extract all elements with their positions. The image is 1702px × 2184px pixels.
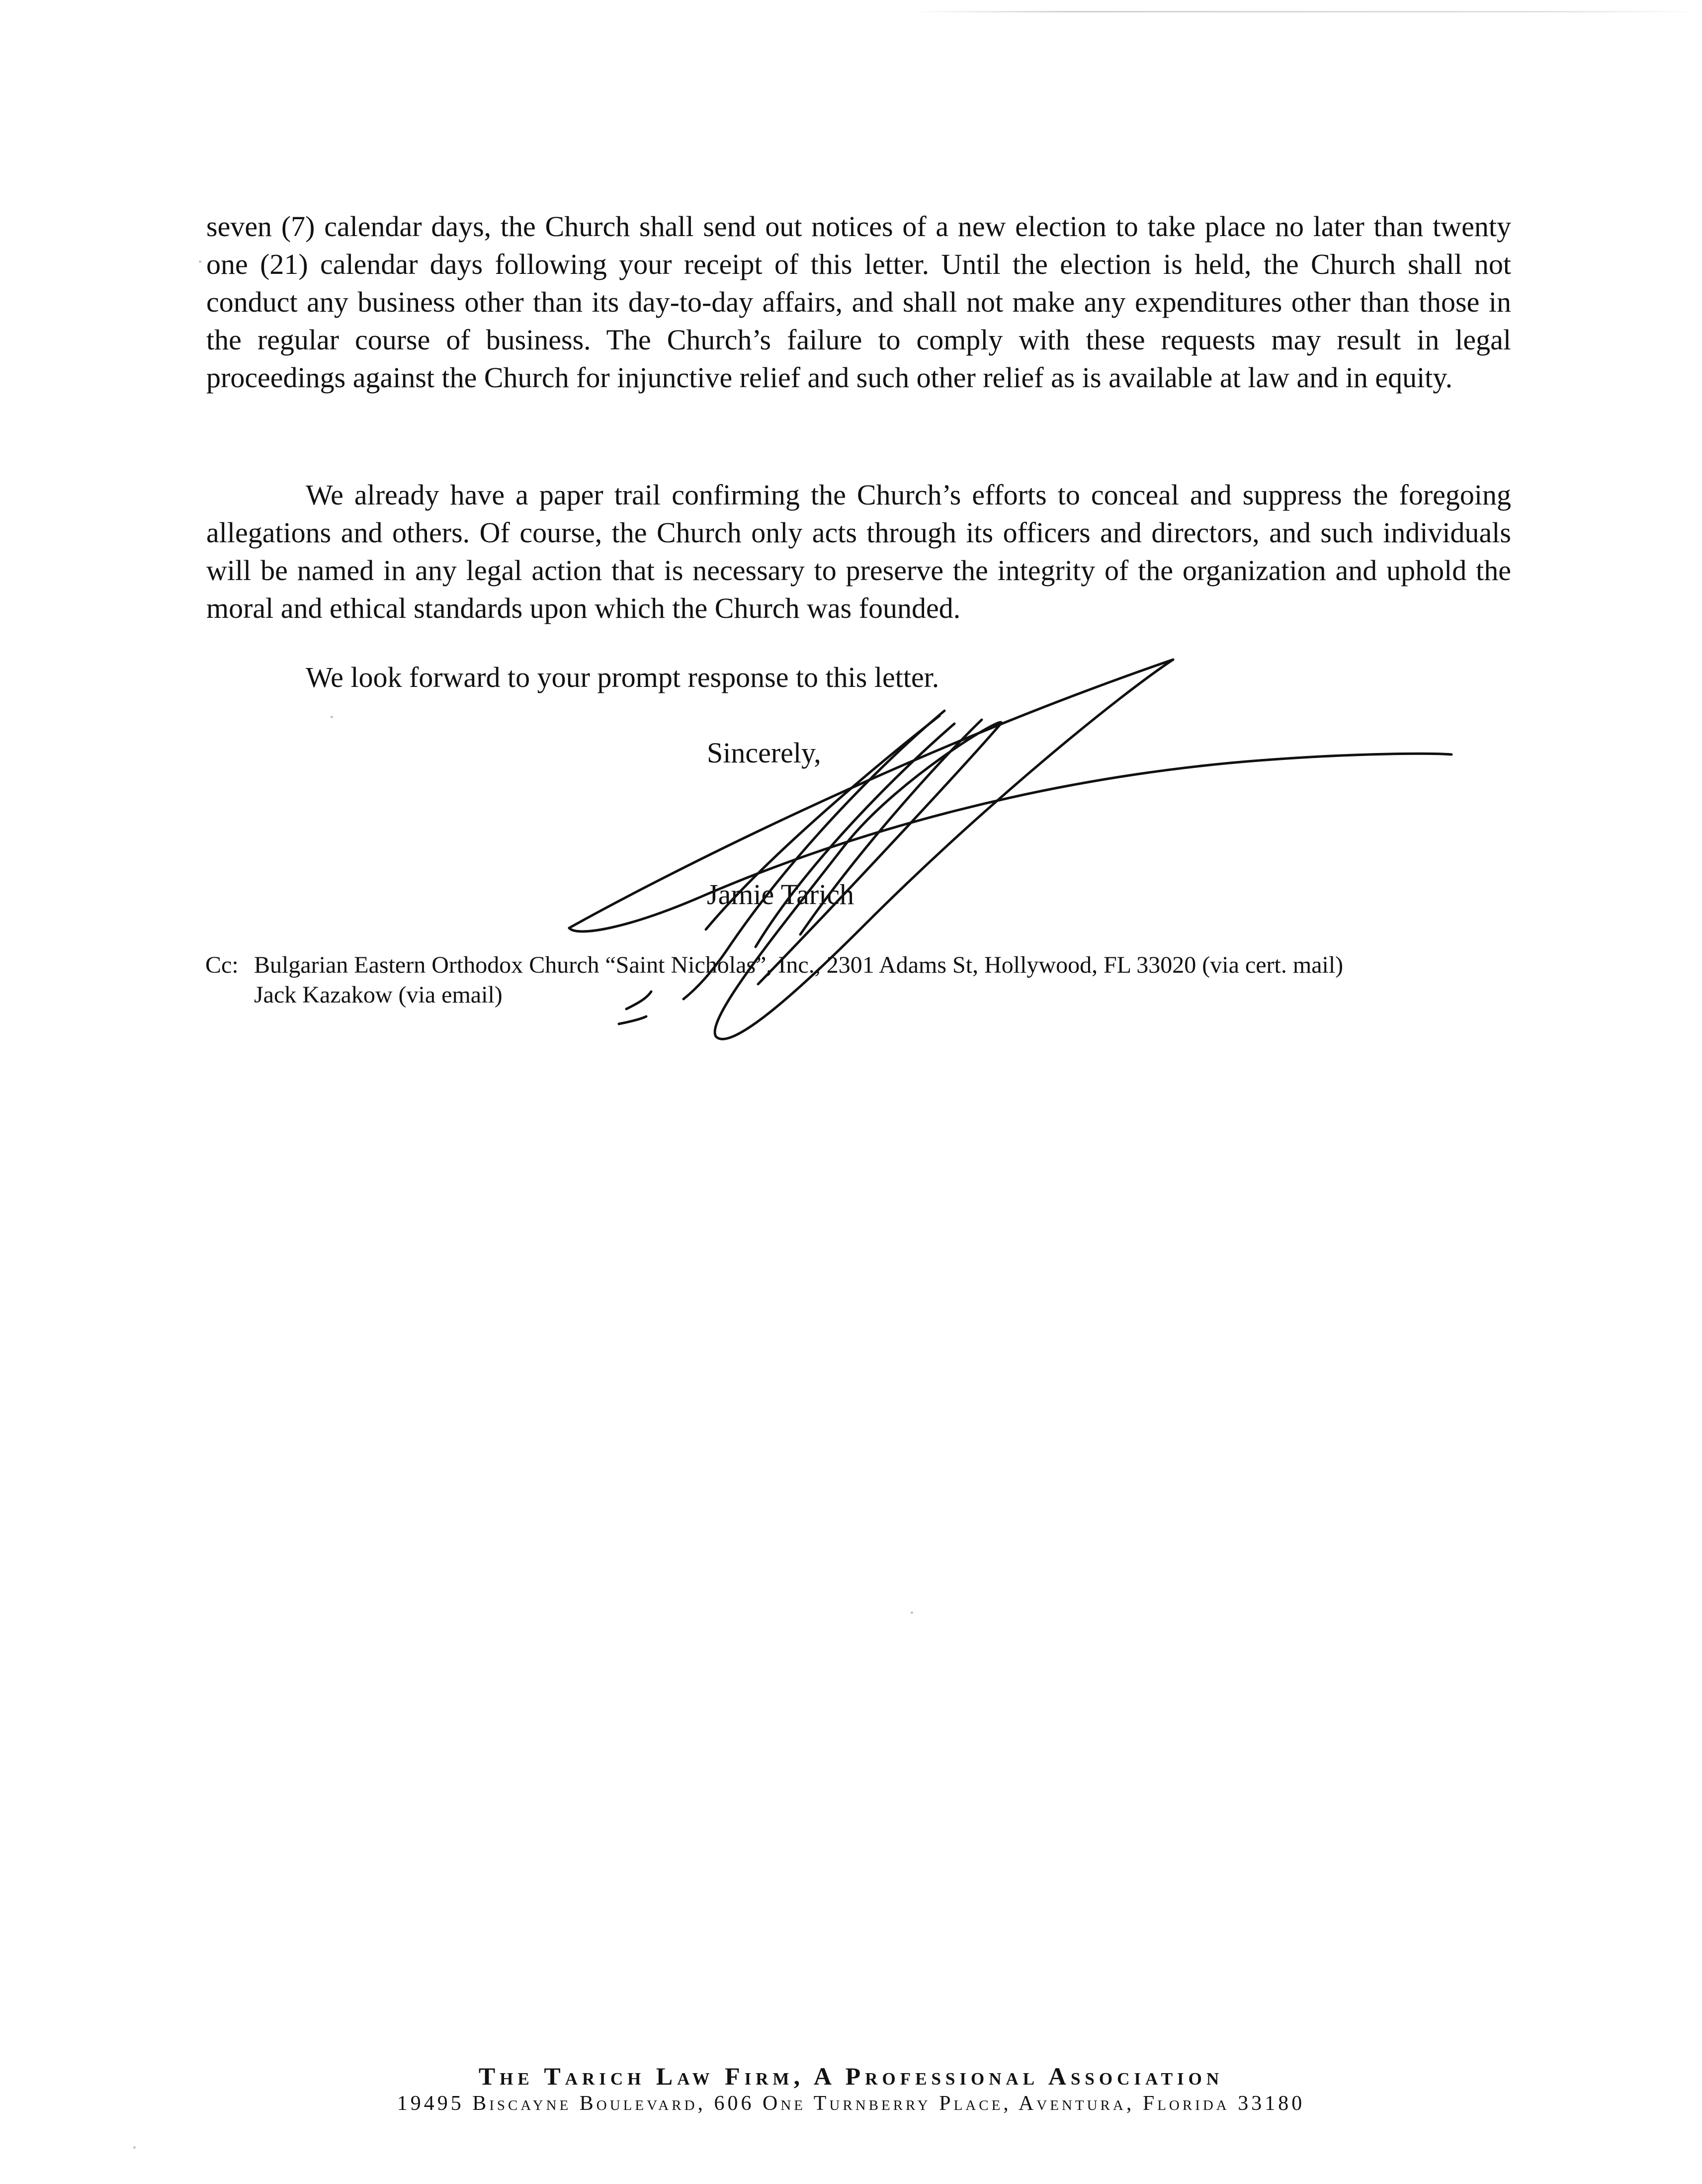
cc-block	[205, 950, 1343, 1010]
body-paragraph-1: seven (7) calendar days, the Church shall send out notices of a new election to take place no later than twenty one (21) calendar days following your receipt of this letter. Until the election is held, the Church shall not conduct any business other than its day-to-day affairs, and shall not make any expenditures other than those in the regular course of business. The Church’s failure to comply with these requests may result in legal proceedings against the Church for injunctive relief and such other relief as is available at law and in equity.	[206, 210, 1511, 394]
cc-row-1	[205, 950, 1343, 980]
cc-recipient: Jack Kazakow (via email)	[254, 982, 503, 1008]
footer-firm-name: The Tarich Law Firm, A Professional Association	[478, 2062, 1224, 2090]
cc-recipient: Bulgarian Eastern Orthodox Church “Saint Nicholas”, Inc., 2301 Adams St, Hollywood, FL 33020 (via cert. mail)	[254, 952, 1344, 978]
scan-speck	[331, 716, 333, 718]
cc-label: Cc:	[205, 952, 239, 978]
signer-name: Jamie Tarich	[707, 878, 854, 911]
valediction: Sincerely,	[707, 737, 821, 769]
closing-line: We look forward to your prompt response to this letter.	[306, 661, 939, 693]
scan-speck	[199, 260, 201, 263]
cc-row-2	[205, 980, 1343, 1010]
footer-address: 19495 Biscayne Boulevard, 606 One Turnberry Place, Aventura, Florida 33180	[397, 2092, 1305, 2115]
scan-artifact-line	[910, 11, 1702, 12]
signature-stroke	[619, 1016, 646, 1024]
scan-speck	[133, 2146, 136, 2149]
body-paragraph-2: We already have a paper trail confirming the Church’s efforts to conceal and suppress the foregoing allegations and others. Of course, the Church only acts through its officers and directors, and such individuals will be named in any legal action that is necessary to preserve the integrity of the organization and uphold the moral and ethical standards upon which the Church was founded.	[206, 479, 1511, 624]
scan-speck	[911, 1611, 913, 1614]
signature-stroke	[569, 754, 1451, 931]
